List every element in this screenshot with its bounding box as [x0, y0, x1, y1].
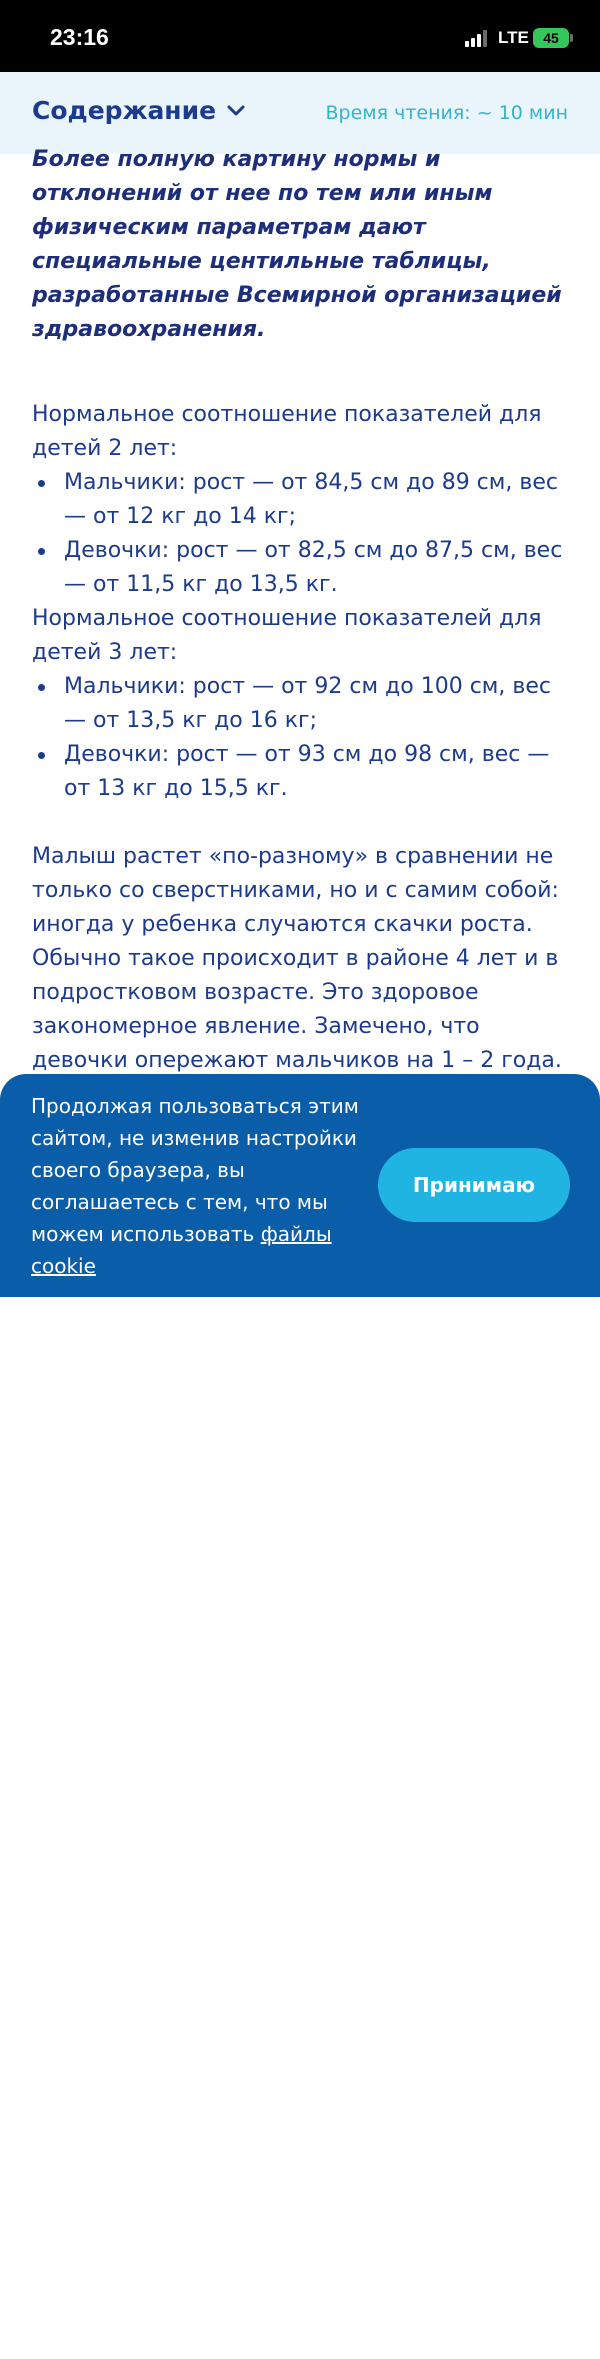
- cellular-signal-icon: [465, 30, 491, 47]
- lead-paragraph: Более полную картину нормы и отклонений от нее по тем или иным физическим параметрам дают специальные центильные таблицы, разработанные Всемирной организацией здравоохранения.: [32, 147, 562, 342]
- age3-intro: Нормальное соотношение показателей для детей 3 лет:: [32, 606, 542, 665]
- home-indicator: [194, 2353, 407, 2359]
- status-time: 23:16: [50, 24, 109, 50]
- toc-title: Содержание: [32, 96, 217, 125]
- age3-list: [32, 670, 572, 806]
- article-body: [32, 143, 572, 1078]
- battery-tip: [570, 34, 573, 42]
- age2-list: [32, 466, 572, 602]
- chevron-down-icon: [226, 104, 246, 118]
- cookie-policy-link[interactable]: файлы cookie: [31, 1222, 332, 1278]
- age2-intro: Нормальное соотношение показателей для детей 2 лет:: [32, 402, 542, 461]
- list-item: Девочки: рост — от 82,5 см до 87,5 см, вес — от 11,5 кг до 13,5 кг.: [32, 534, 572, 602]
- cookie-banner: [0, 1074, 600, 1297]
- cookie-text: [31, 1090, 361, 1282]
- battery-icon: [533, 28, 569, 48]
- toc-header: [0, 72, 600, 154]
- list-item: Мальчики: рост — от 84,5 см до 89 см, вес — от 12 кг до 14 кг;: [32, 466, 572, 534]
- battery-level: 45: [543, 30, 559, 46]
- reading-time: Время чтения: ~ 10 мин: [325, 102, 568, 124]
- accept-cookies-button[interactable]: Принимаю: [378, 1148, 570, 1222]
- network-type: LTE: [498, 28, 529, 47]
- status-bar: [0, 0, 600, 72]
- cookie-message: Продолжая пользоваться этим сайтом, не изменив настройки своего браузера, вы соглашаетесь с тем, что мы можем использовать: [31, 1094, 359, 1246]
- list-item: Девочки: рост — от 93 см до 98 см, вес — от 13 кг до 15,5 кг.: [32, 738, 572, 806]
- growth-paragraph: Малыш растет «по-разному» в сравнении не только со сверстниками, но и с самим собой: иногда у ребенка случаются скачки роста. Обычно такое происходит в районе 4 лет и в подростковом возрасте. Это здоровое закономерное явление. Замечено, что девочки опережают мальчиков на 1 – 2 года.: [32, 844, 562, 1073]
- list-item: Мальчики: рост — от 92 см до 100 см, вес — от 13,5 кг до 16 кг;: [32, 670, 572, 738]
- toc-toggle-button[interactable]: [32, 96, 246, 125]
